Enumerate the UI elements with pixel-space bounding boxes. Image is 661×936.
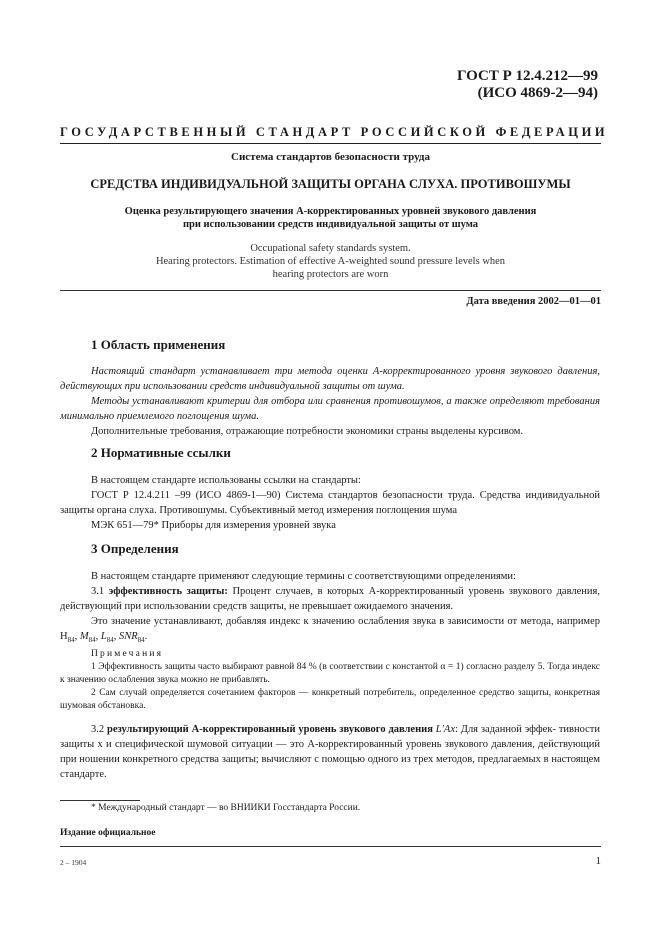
subtitle-line1: Оценка результирующего значения A-корректированных уровней звукового давления: [124, 206, 537, 217]
def31-text: Процент случаев, в которых A-корректированный уровень звукового давления, действующий при использовании средств защиты, не превышает ожидаемого значения.: [60, 586, 600, 612]
english-title-line2: Hearing protectors. Estimation of effective A-weighted sound pressure levels when: [155, 256, 506, 267]
def31-term: эффективность защиты:: [108, 586, 228, 597]
section2-heading: 2 Нормативные ссылки: [91, 445, 231, 460]
section1-heading: 1 Область применения: [91, 337, 226, 352]
document-subtitle: [90, 205, 571, 231]
section3-body: [60, 569, 600, 782]
series-title: Система стандартов безопасности труда: [231, 151, 430, 163]
document-title: СРЕДСТВА ИНДИВИДУАЛЬНОЙ ЗАЩИТЫ ОРГАНА СЛУХА. ПРОТИВОШУМЫ: [90, 177, 571, 191]
snr84-index: 84: [137, 636, 145, 645]
definition-3-1: [60, 584, 600, 614]
section2-body: [60, 473, 600, 533]
gost-code: [457, 68, 598, 102]
definition-3-2: [60, 722, 600, 782]
def31-p2: Это значение устанавливают, добавляя индекс к значению ослабления звука в зависимости от метода, например H: [60, 616, 600, 642]
note-1: 1 Эффективность защиты часто выбирают равной 84 % (в соответствии с константой α = 1) согласно разделу 5. Тогда индекс к значению ослабления звука можно не прибавлять.: [60, 662, 600, 686]
section1-p3: Дополнительные требования, отражающие потребности экономики страны выделены курсивом.: [91, 426, 524, 437]
section3-p1: В настоящем стандарте применяют следующие термины с соответствующими определениями:: [91, 571, 516, 582]
header-rule: [60, 143, 601, 144]
section3-heading: 3 Определения: [91, 541, 179, 556]
def31-number: 3.1: [91, 586, 105, 597]
print-code: 2 – 1904: [60, 858, 87, 867]
section1-p2: Методы устанавливают критерии для отбора или сравнения противошумов, а также определяют требования минимально приемлемого поглощения шума.: [60, 396, 600, 422]
title-rule: [60, 290, 601, 291]
subtitle-line2: при использовании средств индивидуальной защиты от шума: [182, 219, 479, 230]
section1-body: [60, 364, 600, 439]
l84-index: 84: [106, 636, 114, 645]
notes-heading: Примечания: [91, 649, 164, 660]
english-title: [120, 242, 541, 281]
english-title-line3: hearing protectors are worn: [272, 269, 389, 280]
def32-term: результирующий A-корректированный уровень звукового давления: [107, 724, 433, 736]
edition-label: Издание официальное: [60, 828, 156, 838]
snr-symbol: SNR: [118, 631, 138, 642]
def32-text-line1: : Для заданной эффек-: [454, 724, 556, 736]
gost-code-line2: (ИСО 4869-2—94): [477, 85, 598, 101]
h84-index: 84: [67, 636, 75, 645]
def32-symbol: L′Ax: [435, 724, 455, 736]
footnote-rule: [60, 800, 140, 801]
m84-index: 84: [88, 636, 96, 645]
def32-number: 3.2: [91, 724, 105, 736]
section1-p1: Настоящий стандарт устанавливает три метода оценки A-корректированного уровня звукового давления, действующих при использовании средств индивидуальной защиты от шума.: [60, 366, 600, 392]
note-2: 2 Сам случай определяется сочетанием факторов — конкретный потребитель, определенное средство защиты, конкретная шумовая обстановка.: [60, 688, 600, 712]
gost-code-line1: ГОСТ Р 12.4.212—99: [456, 68, 598, 84]
def32-text: тивности защиты x и специфической шумовой ситуации — это A-корректированный уровень звукового давления, действующий при ношении конкретного средства защиты; вычисляют с помощью одного из трех методов, предлагаемых в настоящем стандарте.: [60, 724, 601, 781]
l-symbol: L: [100, 631, 107, 642]
definition-3-1-indices: Это значение устанавливают, добавляя индекс к значению ослабления звука в зависимости от метода, например $H_{84}$, $M_{84}$, $L_{84}$, $SNR_{84}$.: [60, 616, 600, 645]
m-symbol: M: [79, 631, 89, 642]
section2-p2: ГОСТ Р 12.4.211 –99 (ИСО 4869-1—90) Система стандартов безопасности труда. Средства индивидуальной защиты органа слуха. Противошумы. Субъективный метод измерения поглощения шума: [60, 490, 600, 516]
english-title-line1: Occupational safety standards system.: [250, 243, 411, 254]
page-number: 1: [595, 855, 601, 867]
footnote: * Международный стандарт — во ВНИИКИ Госстандарта России.: [91, 803, 361, 813]
standard-line: ГОСУДАРСТВЕННЫЙ СТАНДАРТ РОССИЙСКОЙ ФЕДЕРАЦИИ: [60, 125, 609, 139]
footer-rule: [60, 846, 601, 847]
intro-date: Дата введения 2002—01—01: [466, 296, 601, 307]
section2-p3: МЭК 651—79* Приборы для измерения уровней звука: [91, 520, 336, 531]
section2-p1: В настоящем стандарте использованы ссылки на стандарты:: [91, 475, 361, 486]
